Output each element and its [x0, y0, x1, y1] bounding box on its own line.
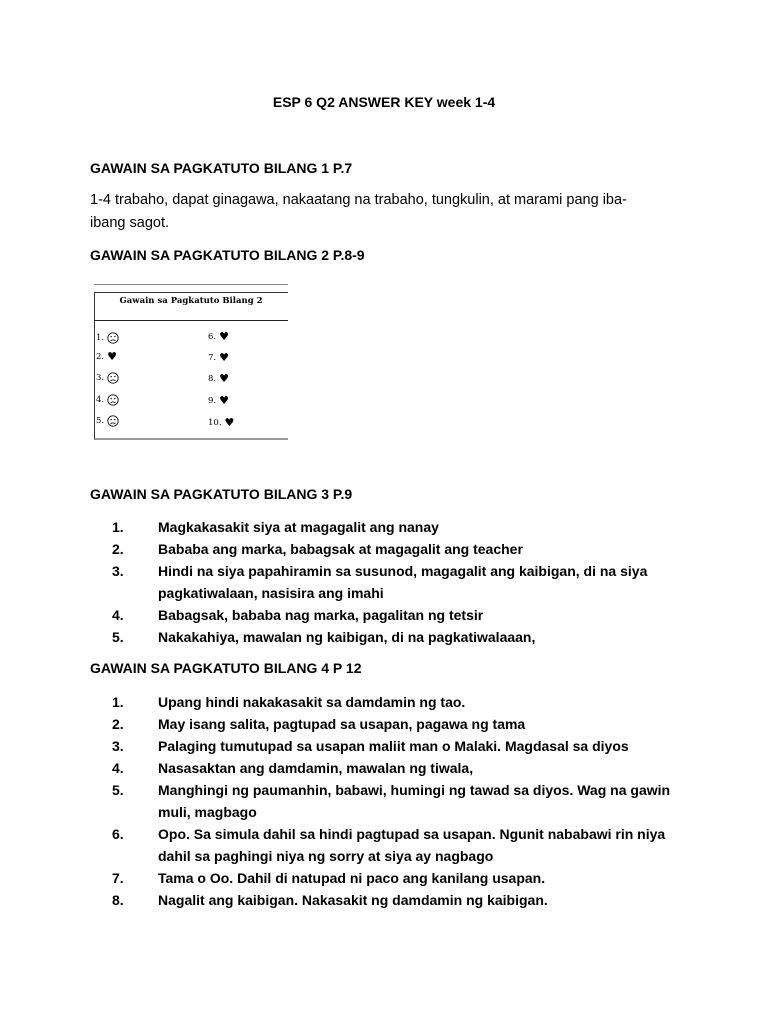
list-item-number: 2. [112, 716, 124, 732]
gawain-1-answer [90, 189, 670, 235]
list-item-number: 7. [112, 870, 124, 886]
table-caption: Gawain sa Pagkatuto Bilang 2 [119, 296, 263, 306]
table-cell-number: 10. [208, 417, 222, 428]
sad-face-icon [107, 332, 119, 344]
table-frame [94, 292, 288, 440]
gawain-4-heading: GAWAIN SA PAGKATUTO BILANG 4 P 12 [90, 660, 362, 676]
table-cell [208, 417, 234, 428]
table-cell [208, 395, 229, 406]
list-item-text: Tama o Oo. Dahil di natupad ni paco ang kanilang usapan. [158, 870, 546, 886]
gawain-1-answer-line-1: 1-4 trabaho, dapat ginagawa, nakaatang na trabaho, tungkulin, at marami pang iba- [90, 192, 627, 208]
list-item-text: Magkakasakit siya at magagalit ang nanay [158, 519, 439, 535]
list-item [90, 757, 690, 779]
list-item-number: 4. [112, 760, 124, 776]
list-item [90, 560, 690, 604]
heart-icon: ♥ [219, 372, 229, 385]
list-item-number: 1. [112, 694, 124, 710]
sad-face-icon [107, 394, 119, 406]
list-item [90, 516, 690, 538]
gawain-4-answer-list [90, 691, 690, 911]
table-cell [96, 332, 119, 344]
sad-face-symbol [107, 394, 119, 406]
list-item-text: Nakakahiya, mawalan ng kaibigan, di na pagkatiwalaaan, [158, 629, 536, 645]
table-cell-number: 9. [208, 395, 217, 406]
table-cell-number: 2. [96, 351, 105, 362]
gawain-1-answer-line-2: ibang sagot. [90, 215, 170, 231]
table-cell-number: 4. [96, 395, 105, 405]
sad-face-symbol [107, 415, 119, 427]
list-item-text: Upang hindi nakakasakit sa damdamin ng tao. [158, 694, 466, 710]
list-item-number: 4. [112, 607, 124, 623]
list-item-number: 3. [112, 738, 124, 754]
table-cell-number: 7. [208, 352, 217, 363]
table-cell [96, 372, 119, 384]
list-item [90, 604, 690, 626]
gawain-2-answer-table-image [90, 282, 288, 442]
list-item-text: Opo. Sa simula dahil sa hindi pagtupad sa usapan. Ngunit nababawi rin niya dahil sa paghingi niya ng sorry at siya ay nagbago [158, 826, 666, 864]
list-item-number: 2. [112, 541, 124, 557]
list-item-text: May isang salita, pagtupad sa usapan, pagawa ng tama [158, 716, 526, 732]
gawain-3-answer-list [90, 516, 690, 648]
list-item [90, 867, 690, 889]
list-item [90, 779, 690, 823]
table-cell-number: 5. [96, 416, 105, 426]
list-item-text: Hindi na siya papahiramin sa susunod, magagalit ang kaibigan, di na siya pagkatiwalaan, nasisira ang imahi [158, 563, 648, 601]
heart-icon: ♥ [219, 330, 229, 343]
gawain-2-heading: GAWAIN SA PAGKATUTO BILANG 2 P.8-9 [90, 247, 365, 263]
list-item-text: Babagsak, bababa nag marka, pagalitan ng tetsir [158, 607, 484, 623]
gawain-3-heading: GAWAIN SA PAGKATUTO BILANG 3 P.9 [90, 486, 353, 502]
table-cell [96, 394, 119, 406]
table-cell-number: 8. [208, 373, 217, 384]
list-item [90, 538, 690, 560]
list-item [90, 735, 690, 757]
table-cell-number: 3. [96, 373, 105, 383]
table-cell [208, 331, 229, 342]
table-cell [96, 351, 117, 362]
gawain-1-heading: GAWAIN SA PAGKATUTO BILANG 1 P.7 [90, 160, 353, 176]
list-item-number: 3. [112, 563, 124, 579]
list-item-number: 1. [112, 519, 124, 535]
sad-face-icon [107, 372, 119, 384]
table-cell-number: 6. [208, 331, 217, 342]
table-cell-number: 1. [96, 333, 105, 343]
sad-face-symbol [107, 332, 119, 344]
table-caption-divider [94, 320, 288, 321]
list-item-number: 5. [112, 629, 124, 645]
list-item-text: Nasasaktan ang damdamin, mawalan ng tiwala, [158, 760, 474, 776]
table-cell [96, 415, 119, 427]
sad-face-icon [107, 415, 119, 427]
list-item-number: 6. [112, 826, 124, 842]
table-cell [208, 373, 229, 384]
heart-icon: ♥ [224, 416, 235, 429]
list-item [90, 626, 690, 648]
list-item-number: 8. [112, 892, 124, 908]
table-top-rule [94, 284, 288, 285]
table-cell [208, 352, 229, 363]
list-item [90, 889, 690, 911]
sad-face-symbol [107, 372, 119, 384]
heart-icon: ♥ [219, 394, 229, 407]
list-item-text: Nagalit ang kaibigan. Nakasakit ng damdamin ng kaibigan. [158, 892, 548, 908]
heart-icon: ♥ [107, 350, 117, 363]
heart-icon: ♥ [219, 351, 229, 364]
document-title: ESP 6 Q2 ANSWER KEY week 1-4 [272, 94, 496, 110]
list-item-text: Manghingi ng paumanhin, babawi, humingi ng tawad sa diyos. Wag na gawin muli, magbago [158, 782, 671, 820]
list-item [90, 691, 690, 713]
list-item [90, 713, 690, 735]
list-item-text: Palaging tumutupad sa usapan maliit man o Malaki. Magdasal sa diyos [158, 738, 629, 754]
list-item-text: Bababa ang marka, babagsak at magagalit ang teacher [158, 541, 523, 557]
list-item-number: 5. [112, 782, 124, 798]
list-item [90, 823, 690, 867]
